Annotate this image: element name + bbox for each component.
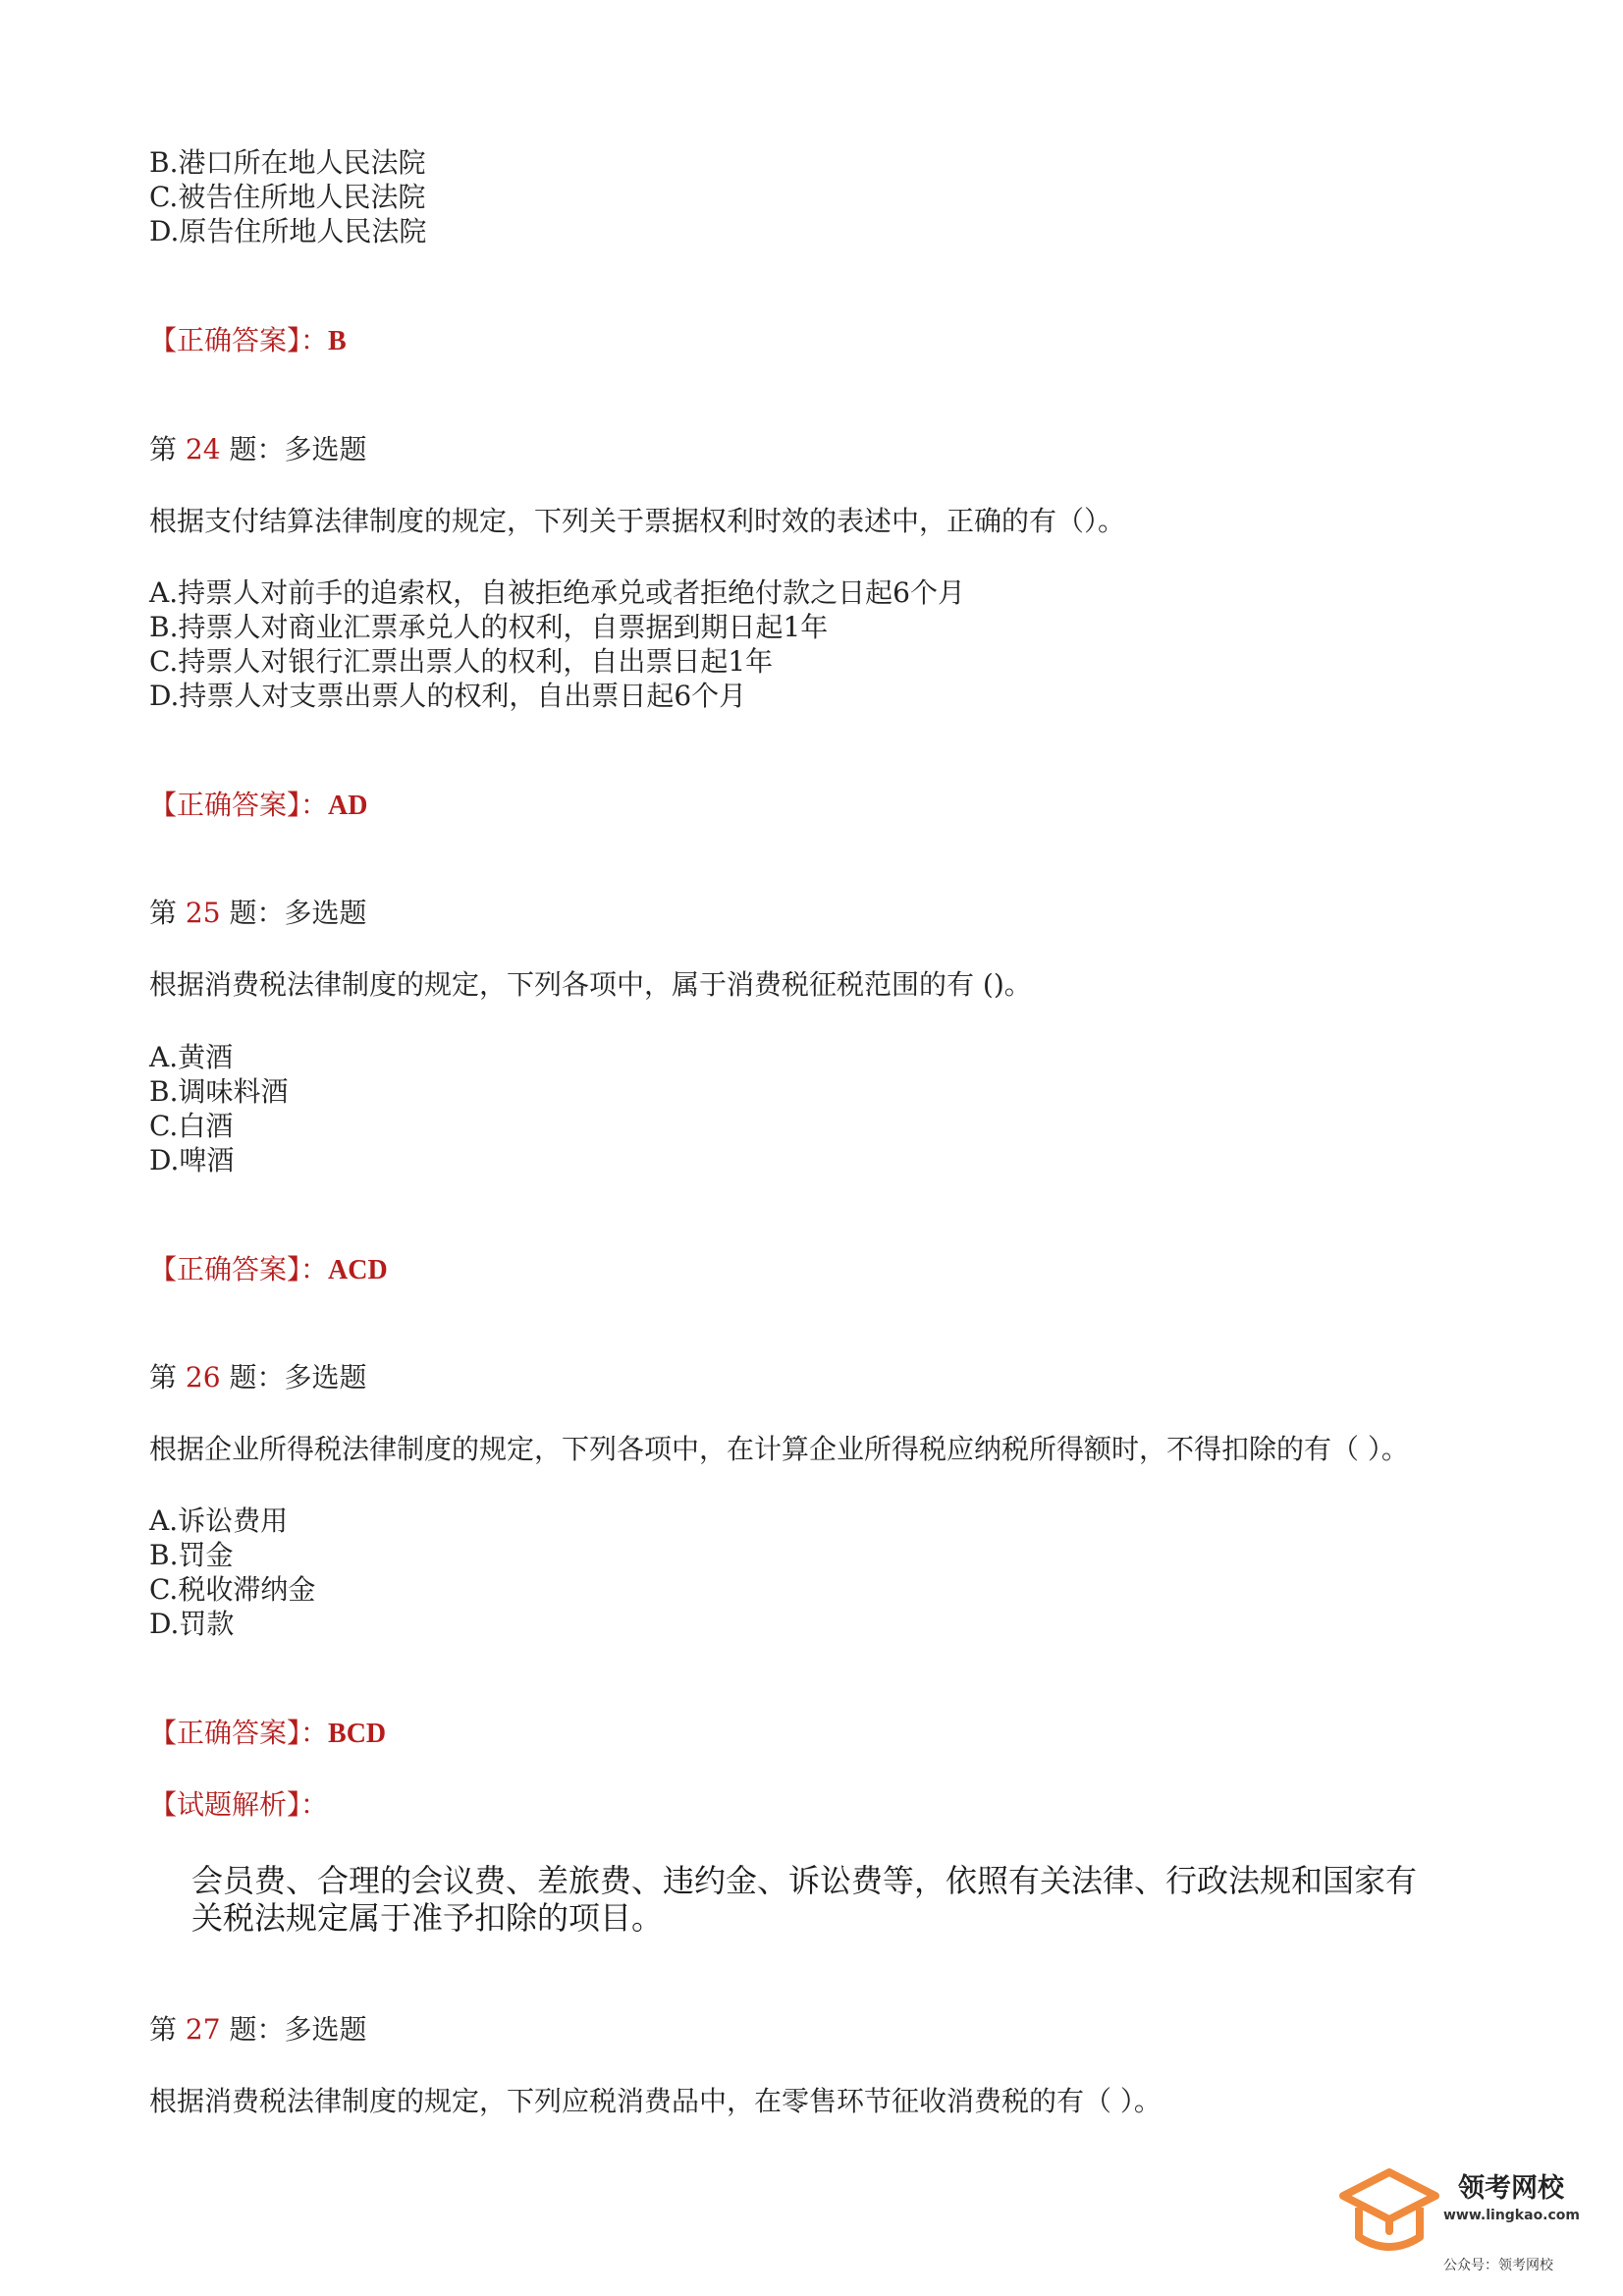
answer-line [149, 1252, 388, 1287]
explanation-label: 【试题解析】： [149, 1788, 329, 1821]
option-a: A.黄酒 [149, 1041, 234, 1073]
option-c: C.白酒 [149, 1110, 234, 1142]
question-header [149, 1360, 366, 1394]
question-prefix: 第 [149, 1361, 178, 1394]
question-number: 26 [185, 1361, 221, 1394]
question-stem: 根据消费税法律制度的规定，下列各项中，属于消费税征税范围的有 ()。 [149, 968, 1032, 1001]
answer-label: 【正确答案】： [149, 324, 329, 356]
option-c: C.税收滞纳金 [149, 1573, 316, 1606]
logo-wechat: 公众号：领考网校 [1443, 2258, 1553, 2273]
answer-value: B [328, 326, 347, 356]
explanation-line: 关税法规定属于准予扣除的项目。 [191, 1899, 664, 1937]
question-prefix: 第 [149, 433, 178, 465]
option-d: D.原告住所地人民法院 [149, 215, 427, 247]
question-stem: 根据支付结算法律制度的规定，下列关于票据权利时效的表述中，正确的有（）。 [149, 505, 1126, 537]
graduation-cap-icon [1335, 2160, 1443, 2269]
option-c: C.被告住所地人民法院 [149, 181, 426, 213]
option-d: D.啤酒 [149, 1144, 235, 1176]
question-number: 25 [185, 897, 221, 929]
answer-value: AD [328, 791, 368, 821]
question-stem: 根据消费税法律制度的规定，下列应税消费品中，在零售环节征收消费税的有（ ）。 [149, 2085, 1162, 2117]
answer-label: 【正确答案】： [149, 789, 329, 821]
answer-label: 【正确答案】： [149, 1253, 329, 1285]
logo-name: 领考网校 [1458, 2173, 1564, 2204]
answer-line [149, 1716, 386, 1751]
question-header [149, 2012, 366, 2047]
answer-value: ACD [328, 1255, 388, 1285]
question-prefix: 第 [149, 2013, 178, 2046]
lingkao-logo [1335, 2149, 1591, 2286]
option-b: B.港口所在地人民法院 [149, 146, 426, 179]
option-d: D.罚款 [149, 1608, 235, 1640]
option-b: B.罚金 [149, 1539, 234, 1571]
option-b: B.持票人对商业汇票承兑人的权利，自票据到期日起1年 [149, 611, 829, 643]
explanation-line: 会员费、合理的会议费、差旅费、违约金、诉讼费等，依照有关法律、行政法规和国家有 [191, 1862, 1418, 1899]
answer-line [149, 788, 367, 823]
question-type: 题：多选题 [229, 433, 367, 465]
question-type: 题：多选题 [229, 2013, 367, 2046]
option-d: D.持票人对支票出票人的权利，自出票日起6个月 [149, 680, 747, 712]
option-b: B.调味料酒 [149, 1075, 289, 1108]
question-type: 题：多选题 [229, 1361, 367, 1394]
question-header [149, 896, 366, 930]
answer-value: BCD [328, 1719, 387, 1749]
logo-url: www.lingkao.com [1443, 2208, 1581, 2223]
question-header [149, 432, 366, 466]
answer-line [149, 323, 347, 358]
question-type: 题：多选题 [229, 897, 367, 929]
question-stem: 根据企业所得税法律制度的规定，下列各项中，在计算企业所得税应纳税所得额时，不得扣除的有（ ）。 [149, 1433, 1409, 1465]
question-number: 27 [185, 2013, 221, 2046]
question-number: 24 [185, 433, 221, 465]
option-c: C.持票人对银行汇票出票人的权利，自出票日起1年 [149, 645, 774, 678]
option-a: A.诉讼费用 [149, 1504, 289, 1537]
question-prefix: 第 [149, 897, 178, 929]
option-a: A.持票人对前手的追索权，自被拒绝承兑或者拒绝付款之日起6个月 [149, 576, 965, 609]
answer-label: 【正确答案】： [149, 1717, 329, 1749]
